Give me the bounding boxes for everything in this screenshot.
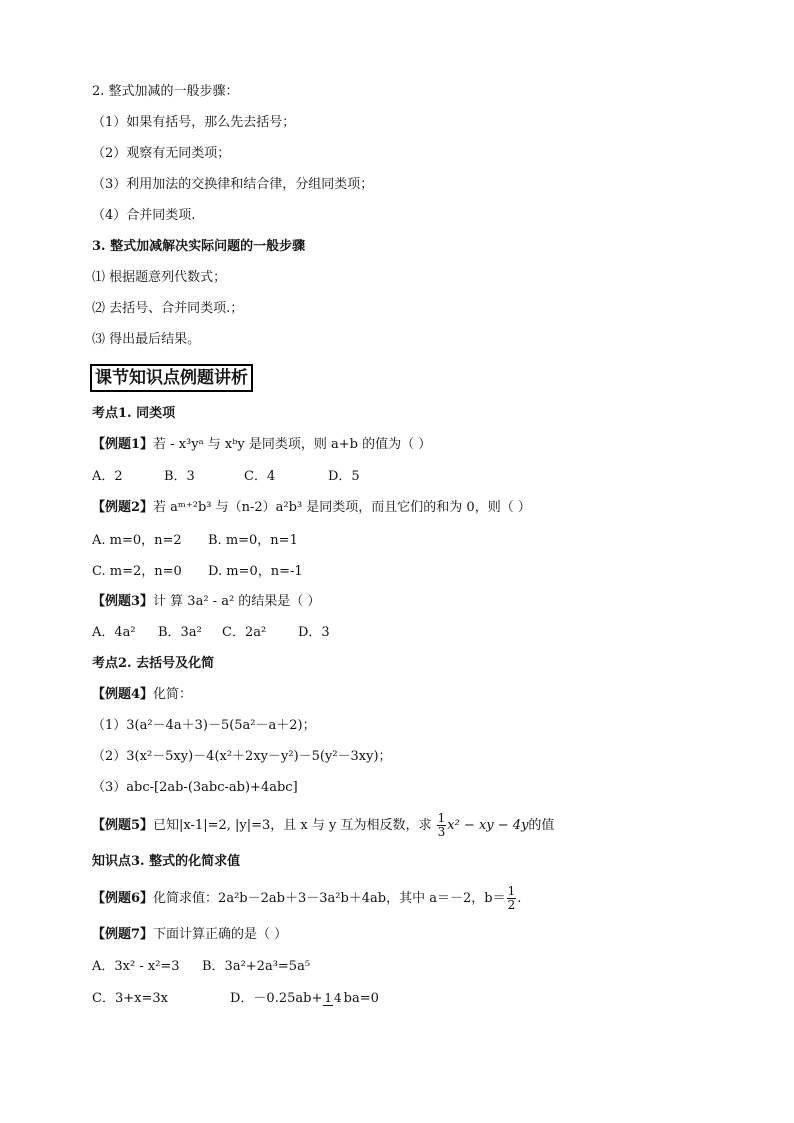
example-4-item-3: （3）abc-[2ab-(3abc-ab)+4abc] <box>92 780 298 795</box>
example-5-text: 已知|x-1|=2, |y|=3，且 x 与 y 互为相反数，求 <box>153 818 432 833</box>
example-2-options-row1 <box>92 532 298 550</box>
example-4-item-2: （2）3(x²－5xy)－4(x²＋2xy－y²)－5(y²－3xy)； <box>92 749 392 764</box>
example-4-item-1: （1）3(a²－4a＋3)－5(5a²－a＋2)； <box>92 718 316 733</box>
example-3-option-c: C．2a² <box>222 625 267 640</box>
example-7-option-d-fraction <box>323 992 342 1006</box>
section2-title: 2. 整式加减的一般步骤： <box>92 84 239 99</box>
example-7 <box>92 926 287 944</box>
example-3-option-b: B．3a² <box>158 625 202 640</box>
section3-step-1: ⑴ 根据题意列代数式； <box>92 270 227 285</box>
example-5-tail: 的值 <box>528 818 555 833</box>
section3-step-3: ⑶ 得出最后结果。 <box>92 332 201 347</box>
example-7-options-row2 <box>92 986 379 1012</box>
example-1-option-c: C．4 <box>244 469 276 484</box>
example-5-label: 【例题5】 <box>92 818 154 833</box>
kp1-heading: 考点1. 同类项 <box>92 406 176 421</box>
example-1-option-b: B．3 <box>164 469 195 484</box>
example-1-option-a: A．2 <box>92 469 123 484</box>
example-4-label: 【例题4】 <box>92 687 154 702</box>
example-7-option-d-post: ba=0 <box>343 991 379 1006</box>
section-heading: 课节知识点例题讲析 <box>90 364 253 392</box>
example-7-option-b: B．3a²+2a³=5a⁵ <box>202 959 311 974</box>
example-2-options-row2 <box>92 563 303 581</box>
section2-step-2: （2）观察有无同类项； <box>92 146 231 161</box>
example-6-text: 化简求值：2a²b－2ab＋3－3a²b＋4ab，其中 a＝－2，b＝ <box>153 891 506 906</box>
example-2-option-d: D. m=0，n=-1 <box>208 564 303 579</box>
example-3-option-a: A．4a² <box>92 625 136 640</box>
example-6-label: 【例题6】 <box>92 891 154 906</box>
example-2 <box>92 499 531 517</box>
example-7-option-d <box>230 986 379 1012</box>
section2-step-3: （3）利用加法的交换律和结合律，分组同类项； <box>92 177 374 192</box>
example-5 <box>92 812 554 839</box>
example-2-option-b: B. m=0，n=1 <box>208 533 298 548</box>
example-7-option-d-num: 1 <box>324 990 332 1005</box>
example-5-frac-den: 3 <box>437 825 446 839</box>
section2-step-1: （1）如果有括号，那么先去括号； <box>92 115 296 130</box>
example-1-options <box>92 468 360 486</box>
example-6 <box>92 885 521 912</box>
example-2-label: 【例题2】 <box>92 500 154 515</box>
example-1-label: 【例题1】 <box>92 437 154 452</box>
example-5-expression: x² − xy − 4y <box>447 818 529 833</box>
example-7-option-d-pre: D．－0.25ab+ <box>230 991 323 1006</box>
example-7-label: 【例题7】 <box>92 927 154 942</box>
example-3-option-d: D．3 <box>298 625 330 640</box>
example-7-text: 下面计算正确的是（ ） <box>153 927 288 942</box>
kp3-heading: 知识点3. 整式的化简求值 <box>92 854 241 869</box>
kp2-heading: 考点2. 去括号及化简 <box>92 656 215 671</box>
example-7-option-c: C．3+x=3x <box>92 991 168 1006</box>
example-3-options <box>92 624 330 642</box>
example-6-frac-den: 2 <box>507 898 516 912</box>
example-5-frac-num: 1 <box>437 811 446 825</box>
example-7-option-d-den: 4 <box>333 990 342 1005</box>
section3-step-2: ⑵ 去括号、合并同类项.； <box>92 301 244 316</box>
example-1-text: 若 - x³yᵃ 与 xᵇy 是同类项，则 a+b 的值为（ ） <box>153 437 432 452</box>
example-3-text: 计 算 3a² - a² 的结果是（ ） <box>153 594 321 609</box>
example-1 <box>92 436 431 454</box>
example-2-text: 若 aᵐ⁺²b³ 与（n-2）a²b³ 是同类项，而且它们的和为 0，则（ ） <box>153 500 531 515</box>
example-3 <box>92 593 320 611</box>
section2-step-4: （4）合并同类项. <box>92 208 196 223</box>
example-2-option-a: A. m=0，n=2 <box>92 533 182 548</box>
example-1-option-d: D．5 <box>328 469 360 484</box>
example-2-option-c: C. m=2，n=0 <box>92 564 182 579</box>
example-5-fraction <box>437 812 447 839</box>
example-4 <box>92 686 192 704</box>
example-7-option-a: A．3x² - x²=3 <box>92 959 180 974</box>
example-4-text: 化简： <box>153 687 193 702</box>
example-6-frac-num: 1 <box>507 884 516 898</box>
example-6-tail: . <box>517 891 522 906</box>
section3-title: 3. 整式加减解决实际问题的一般步骤 <box>92 239 306 254</box>
example-7-options-row1 <box>92 958 310 976</box>
example-6-fraction <box>507 885 517 912</box>
example-3-label: 【例题3】 <box>92 594 154 609</box>
